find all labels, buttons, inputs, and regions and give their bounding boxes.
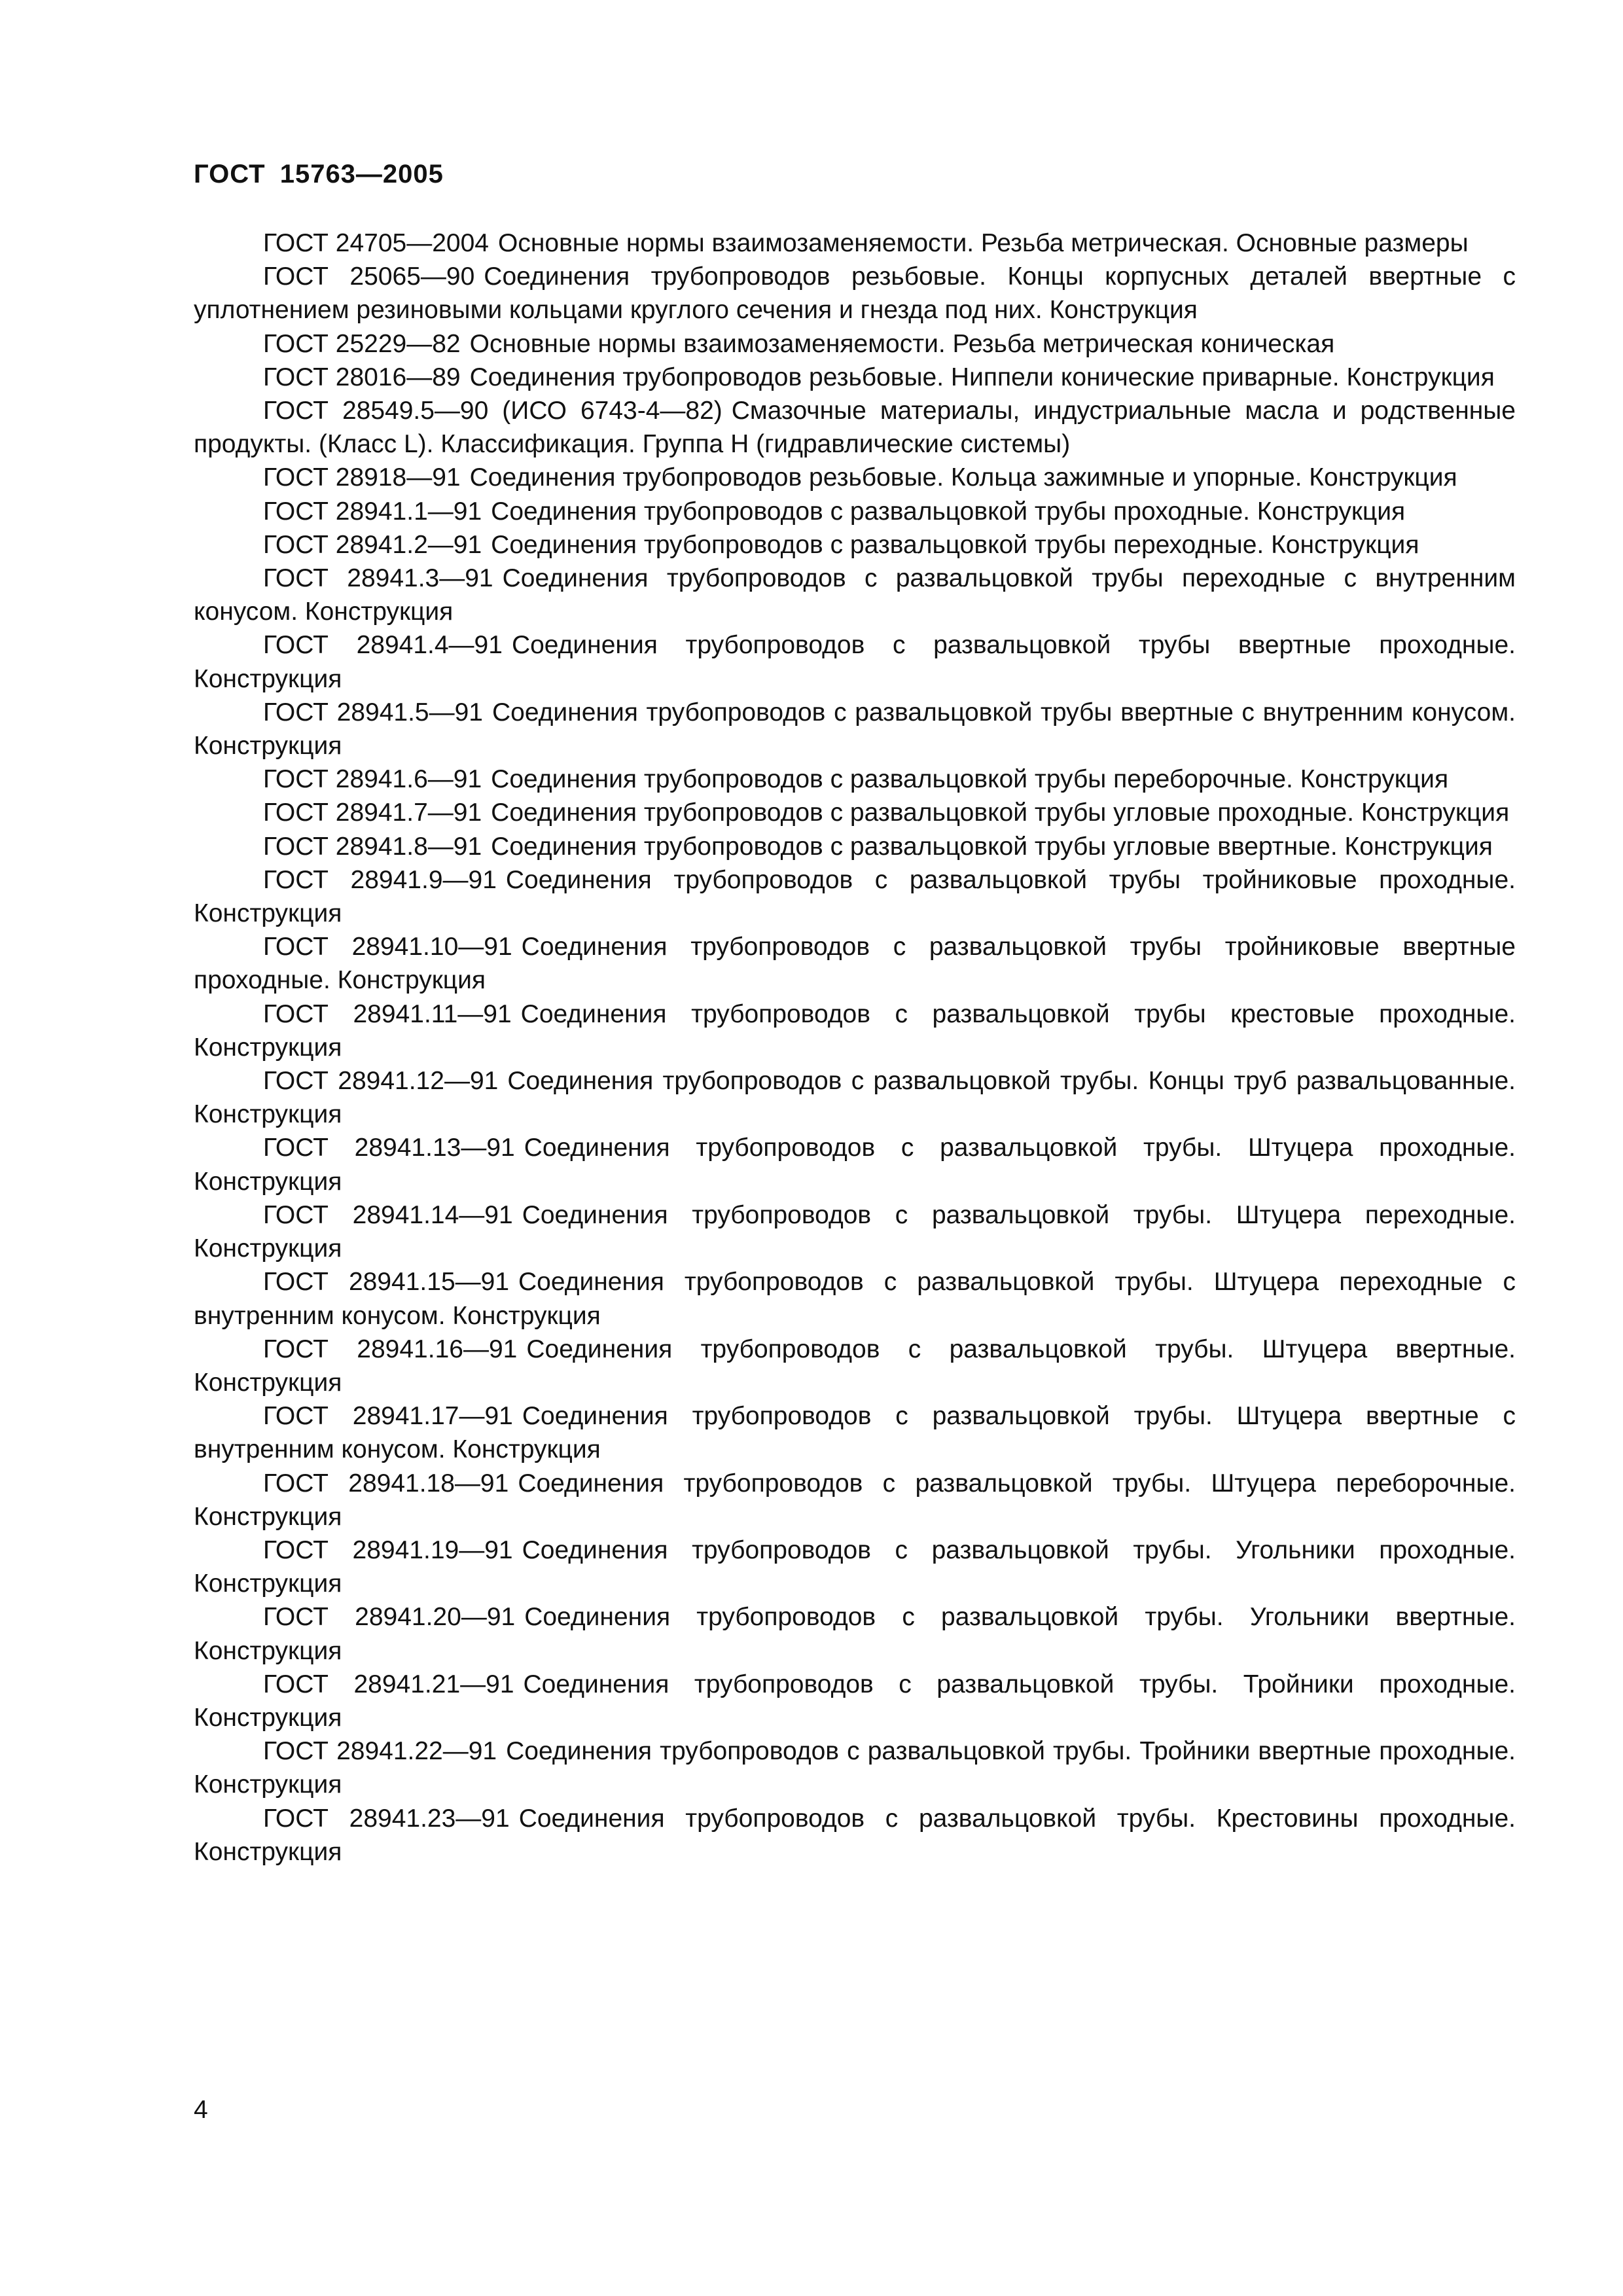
reference-entry (194, 830, 1516, 863)
reference-list (194, 226, 1516, 1869)
reference-entry (194, 260, 1516, 327)
reference-entry (194, 1802, 1516, 1869)
reference-code: ГОСТ 24705—2004 (263, 229, 490, 257)
reference-entry (194, 495, 1516, 528)
reference-code: ГОСТ 28941.6—91 (263, 765, 482, 794)
reference-code: ГОСТ 28941.14—91 (263, 1200, 513, 1229)
reference-title: Соединения трубопроводов с развальцовкой трубы переборочные. Конструкция (491, 765, 1449, 794)
reference-entry (194, 1534, 1516, 1600)
reference-title: Соединения трубопроводов с развальцовкой трубы. Угольники ввертные. Конструкция (194, 1603, 1516, 1665)
reference-code: ГОСТ 28918—91 (263, 463, 461, 492)
reference-entry (194, 226, 1516, 260)
reference-code: ГОСТ 28941.9—91 (263, 865, 497, 894)
page-header: ГОСТ 15763—2005 (194, 160, 444, 188)
reference-code: ГОСТ 28941.22—91 (263, 1737, 497, 1766)
reference-code: ГОСТ 28941.17—91 (263, 1402, 513, 1431)
reference-title: Соединения трубопроводов с развальцовкой трубы. Штуцера ввертные с внутренним конусом. Конструкция (194, 1402, 1516, 1464)
reference-title: Соединения трубопроводов с развальцовкой трубы угловые ввертные. Конструкция (491, 832, 1493, 861)
reference-code: ГОСТ 28941.8—91 (263, 832, 482, 861)
reference-title: Соединения трубопроводов с развальцовкой трубы. Штуцера переходные. Конструкция (194, 1200, 1516, 1263)
reference-code: ГОСТ 28941.16—91 (263, 1335, 518, 1363)
reference-entry (194, 1064, 1516, 1131)
reference-code: ГОСТ 25229—82 (263, 329, 461, 358)
reference-title: Соединения трубопроводов с развальцовкой трубы. Штуцера переходные с внутренним конусом. Конструкция (194, 1268, 1516, 1330)
reference-entry (194, 1198, 1516, 1265)
reference-code: ГОСТ 28941.4—91 (263, 631, 503, 660)
reference-title: Соединения трубопроводов с развальцовкой трубы угловые проходные. Конструкция (491, 798, 1510, 827)
reference-entry (194, 930, 1516, 997)
reference-entry (194, 762, 1516, 796)
reference-title: Смазочные материалы, индустриальные масла и родственные продукты. (Класс L). Классификация. Группа H (гидравлические системы) (194, 397, 1516, 459)
reference-entry (194, 394, 1516, 461)
reference-code: ГОСТ 28941.12—91 (263, 1067, 499, 1096)
reference-entry (194, 1734, 1516, 1801)
reference-code: ГОСТ 28941.21—91 (263, 1670, 514, 1698)
reference-title: Соединения трубопроводов с развальцовкой трубы. Крестовины проходные. Конструкция (194, 1804, 1516, 1866)
reference-title: Соединения трубопроводов с развальцовкой трубы переходные. Конструкция (491, 530, 1419, 559)
reference-title: Соединения трубопроводов с развальцовкой трубы переходные с внутренним конусом. Конструкция (194, 564, 1516, 626)
reference-code: ГОСТ 25065—90 (263, 262, 475, 291)
reference-code: ГОСТ 28941.7—91 (263, 798, 482, 827)
reference-title: Соединения трубопроводов резьбовые. Кольца зажимные и упорные. Конструкция (469, 463, 1457, 492)
reference-entry (194, 1600, 1516, 1667)
reference-title: Соединения трубопроводов с развальцовкой трубы. Тройники проходные. Конструкция (194, 1670, 1516, 1732)
reference-code: ГОСТ 28941.13—91 (263, 1134, 515, 1162)
reference-title: Соединения трубопроводов с развальцовкой трубы проходные. Конструкция (491, 497, 1406, 526)
reference-entry (194, 628, 1516, 695)
reference-code: ГОСТ 28941.18—91 (263, 1469, 509, 1498)
reference-title: Соединения трубопроводов резьбовые. Концы корпусных деталей ввертные с уплотнением резиновыми кольцами круглого сечения и гнезда под них. Конструкция (194, 262, 1516, 325)
reference-code: ГОСТ 28549.5—90 (ИСО 6743-4—82) (263, 397, 722, 425)
reference-code: ГОСТ 28941.2—91 (263, 530, 482, 559)
reference-entry (194, 1399, 1516, 1466)
reference-code: ГОСТ 28941.1—91 (263, 497, 482, 526)
reference-title: Соединения трубопроводов резьбовые. Ниппели конические приварные. Конструкция (469, 363, 1495, 391)
reference-entry (194, 461, 1516, 494)
reference-title: Соединения трубопроводов с развальцовкой трубы. Штуцера переборочные. Конструкция (194, 1469, 1516, 1531)
reference-code: ГОСТ 28941.19—91 (263, 1535, 513, 1564)
reference-entry (194, 361, 1516, 394)
reference-title: Основные нормы взаимозаменяемости. Резьба метрическая коническая (469, 329, 1335, 358)
reference-code: ГОСТ 28941.10—91 (263, 933, 512, 961)
reference-entry (194, 1467, 1516, 1534)
reference-entry (194, 1131, 1516, 1198)
reference-entry (194, 562, 1516, 628)
reference-title: Основные нормы взаимозаменяемости. Резьба метрическая. Основные размеры (498, 229, 1469, 257)
page-number: 4 (194, 2096, 208, 2124)
reference-entry (194, 1265, 1516, 1332)
reference-code: ГОСТ 28941.3—91 (263, 564, 493, 593)
reference-code: ГОСТ 28941.5—91 (263, 698, 483, 726)
reference-entry (194, 696, 1516, 762)
reference-entry (194, 1668, 1516, 1734)
reference-entry (194, 528, 1516, 562)
reference-title: Соединения трубопроводов с развальцовкой трубы тройниковые проходные. Конструкция (194, 865, 1516, 928)
reference-title: Соединения трубопроводов с развальцовкой трубы тройниковые ввертные проходные. Конструкция (194, 933, 1516, 995)
reference-title: Соединения трубопроводов с развальцовкой трубы. Тройники ввертные проходные. Конструкция (194, 1737, 1516, 1799)
reference-code: ГОСТ 28016—89 (263, 363, 461, 391)
reference-code: ГОСТ 28941.11—91 (263, 999, 512, 1028)
reference-title: Соединения трубопроводов с развальцовкой трубы. Штуцера ввертные. Конструкция (194, 1335, 1516, 1397)
reference-code: ГОСТ 28941.20—91 (263, 1603, 516, 1632)
reference-title: Соединения трубопроводов с развальцовкой трубы. Штуцера проходные. Конструкция (194, 1134, 1516, 1196)
reference-title: Соединения трубопроводов с развальцовкой трубы крестовые проходные. Конструкция (194, 999, 1516, 1062)
reference-entry (194, 997, 1516, 1064)
reference-entry (194, 327, 1516, 361)
reference-entry (194, 1333, 1516, 1399)
reference-title: Соединения трубопроводов с развальцовкой трубы. Угольники проходные. Конструкция (194, 1535, 1516, 1598)
reference-title: Соединения трубопроводов с развальцовкой трубы. Концы труб развальцованные. Конструкция (194, 1067, 1516, 1129)
reference-title: Соединения трубопроводов с развальцовкой трубы ввертные с внутренним конусом. Конструкция (194, 698, 1516, 761)
reference-code: ГОСТ 28941.23—91 (263, 1804, 510, 1833)
reference-entry (194, 796, 1516, 829)
reference-code: ГОСТ 28941.15—91 (263, 1268, 510, 1297)
reference-entry (194, 863, 1516, 930)
reference-title: Соединения трубопроводов с развальцовкой трубы ввертные проходные. Конструкция (194, 631, 1516, 693)
